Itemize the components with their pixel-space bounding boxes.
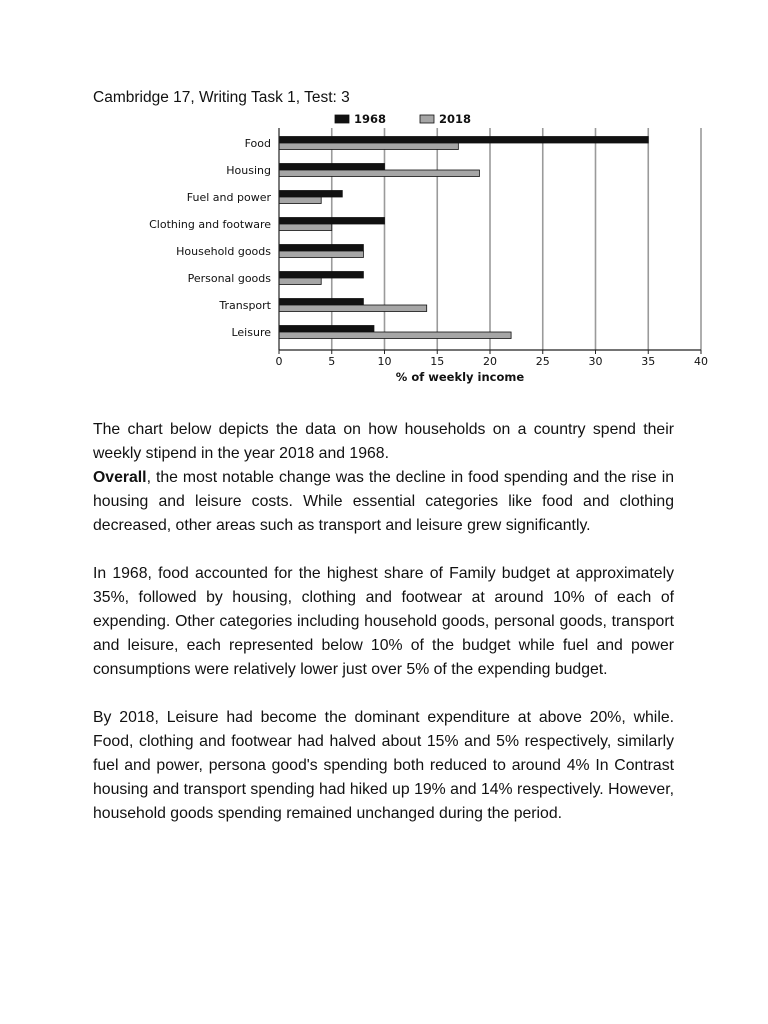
x-tick-label-10: 10 bbox=[377, 355, 392, 368]
bar-personal-goods-2018 bbox=[279, 278, 321, 285]
legend-swatch-1968 bbox=[335, 115, 349, 123]
bar-leisure-2018 bbox=[279, 332, 511, 339]
bar-clothing-and-footware-1968 bbox=[279, 218, 385, 225]
overall-text: , the most notable change was the decline in food spending and the rise in housing and leisure costs. While essential categories like food and clothing decreased, other areas such as transport and leisure grew significantly. bbox=[93, 469, 674, 534]
chart-gridlines bbox=[332, 128, 701, 350]
bar-housing-1968 bbox=[279, 164, 385, 171]
document-heading: Cambridge 17, Writing Task 1, Test: 3 bbox=[93, 89, 350, 106]
bar-food-1968 bbox=[279, 137, 648, 144]
category-label-fuel-and-power: Fuel and power bbox=[186, 191, 271, 204]
category-label-personal-goods: Personal goods bbox=[187, 272, 271, 285]
bar-food-2018 bbox=[279, 143, 458, 150]
x-tick-label-15: 15 bbox=[430, 355, 445, 368]
legend-label-2018: 2018 bbox=[439, 112, 472, 126]
bar-housing-2018 bbox=[279, 170, 479, 177]
bar-household-goods-2018 bbox=[279, 251, 363, 258]
chart-bars bbox=[279, 137, 648, 339]
bar-household-goods-1968 bbox=[279, 245, 363, 252]
x-tick-label-35: 35 bbox=[641, 355, 656, 368]
category-label-leisure: Leisure bbox=[231, 326, 271, 339]
essay-body bbox=[93, 418, 674, 826]
bar-leisure-1968 bbox=[279, 326, 374, 333]
bar-clothing-and-footware-2018 bbox=[279, 224, 332, 231]
bar-fuel-and-power-1968 bbox=[279, 191, 342, 198]
body-paragraph-2018: By 2018, Leisure had become the dominant expenditure at above 20%, while. Food, clothing and footwear had halved about 15% and 5% respectively, similarly fuel and power, persona good's spending both reduced to around 4% In Contrast housing and transport spending had hiked up 19% and 14% respectively. However, household goods spending remained unchanged during the period. bbox=[93, 709, 674, 822]
x-axis-title: % of weekly income bbox=[395, 370, 525, 384]
bar-transport-2018 bbox=[279, 305, 427, 312]
bar-fuel-and-power-2018 bbox=[279, 197, 321, 204]
x-tick-label-20: 20 bbox=[483, 355, 497, 368]
intro-paragraph: The chart below depicts the data on how households on a country spend their weekly stipend in the year 2018 and 1968. bbox=[93, 421, 674, 462]
legend-swatch-2018 bbox=[420, 115, 434, 123]
overall-lead: Overall bbox=[93, 469, 147, 486]
chart-legend bbox=[335, 112, 471, 126]
bar-personal-goods-1968 bbox=[279, 272, 363, 279]
category-label-transport: Transport bbox=[219, 299, 271, 312]
x-tick-label-30: 30 bbox=[588, 355, 603, 368]
legend-label-1968: 1968 bbox=[354, 112, 387, 126]
category-label-housing: Housing bbox=[226, 164, 271, 177]
x-tick-label-5: 5 bbox=[328, 355, 336, 368]
x-tick-label-25: 25 bbox=[535, 355, 550, 368]
bar-chart bbox=[90, 110, 716, 395]
chart-category-labels bbox=[149, 137, 272, 339]
category-label-clothing-and-footware: Clothing and footware bbox=[149, 218, 271, 231]
overall-paragraph bbox=[93, 466, 674, 538]
category-label-food: Food bbox=[244, 137, 271, 150]
category-label-household-goods: Household goods bbox=[176, 245, 271, 258]
x-tick-label-40: 40 bbox=[694, 355, 708, 368]
x-tick-label-0: 0 bbox=[275, 355, 283, 368]
body-paragraph-1968: In 1968, food accounted for the highest share of Family budget at approximately 35%, followed by housing, clothing and footwear at around 10% of each of expending. Other categories including household goods, personal goods, transport and leisure, each represented below 10% of the budget while fuel and power consumptions were relatively lower just over 5% of the expending budget. bbox=[93, 565, 674, 678]
bar-transport-1968 bbox=[279, 299, 363, 306]
